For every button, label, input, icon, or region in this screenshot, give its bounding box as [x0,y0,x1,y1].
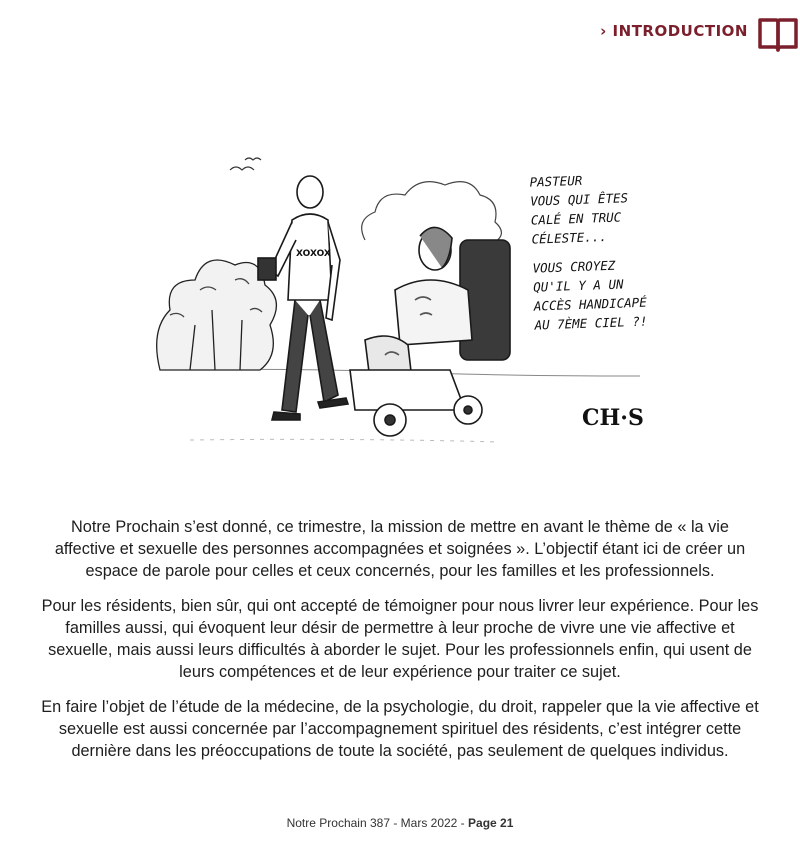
speech-line: AU 7ÈME CIEL ?! [534,313,648,333]
artist-signature: CH·S [582,405,644,431]
book-icon [756,14,800,54]
paragraph: En faire l’objet de l’étude de la médecine, de la psychologie, du droit, rappeler que la vie affective et sexuelle est aussi concernée par l’accompagnement spirituel des résidents, c’est intégrer cette dernière dans les préoccupations de toute la société, pas seulement de quelques individus. [41,698,759,760]
section-label[interactable]: › INTRODUCTION [600,22,748,40]
speech-line: VOUS CROYEZ [532,257,616,276]
speech-line: ACCÈS HANDICAPÉ [533,294,647,314]
speech-line: VOUS QUI ÊTES [529,190,629,209]
speech-line: CALÉ EN TRUC [530,209,622,228]
speech-line: PASTEUR [529,172,583,190]
intro-text [40,516,760,775]
speech-bubble-text [529,167,685,334]
paragraph: Pour les résidents, bien sûr, qui ont accepté de témoigner pour nous livrer leur expérience. Pour les familles aussi, qui évoquent leur désir de permettre à leur proche de vivre une vie affective et sexuelle, mais aussi leurs difficultés à aborder le sujet. Pour les professionnels enfin, qui usent de leurs compétences et de leur expérience pour traiter ce sujet. [41,597,759,681]
speech-line: CÉLESTE... [531,229,608,247]
wheelchair-figure [350,227,510,436]
section-header [600,14,800,54]
paragraph: Notre Prochain s’est donné, ce trimestre, la mission de mettre en avant le thème de « la vie affective et sexuelle des personnes accompagnées et soignées ». L’objectif étant ici de créer un espace de parole pour celles et ceux concernés, pour les familles et les professionnels. [54,518,746,580]
publication-info: Notre Prochain 387 - Mars 2022 - [286,816,465,830]
birds [230,158,261,170]
sweater-text: XOXOX [296,249,331,259]
speech-line: QU'IL Y A UN [532,276,624,295]
page-footer [0,816,800,830]
page-number: Page 21 [468,816,514,830]
